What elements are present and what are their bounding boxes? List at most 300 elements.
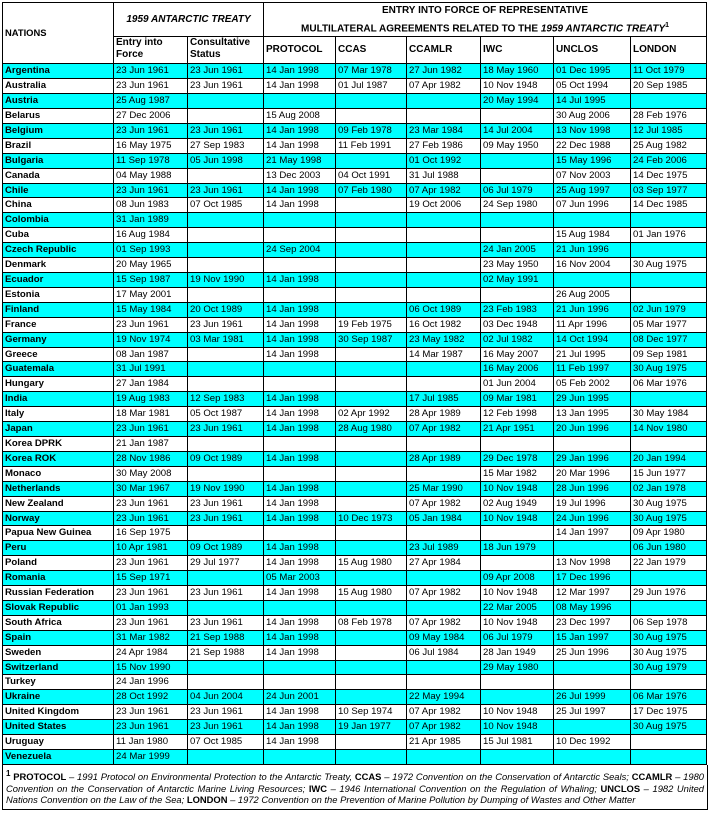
nation-name: India (3, 392, 114, 407)
cell-entry-into-force: 08 Jun 1983 (114, 198, 188, 213)
cell-iwc: 15 Mar 1982 (481, 466, 554, 481)
cell-ccamlr (407, 213, 481, 228)
cell-ccamlr: 27 Apr 1984 (407, 556, 481, 571)
cell-entry-into-force: 30 Mar 1967 (114, 481, 188, 496)
nation-name: Denmark (3, 258, 114, 273)
cell-ccamlr: 27 Jun 1982 (407, 64, 481, 79)
cell-ccas (336, 451, 407, 466)
cell-entry-into-force: 19 Aug 1983 (114, 392, 188, 407)
table-row (3, 735, 707, 750)
cell-iwc: 18 May 1960 (481, 64, 554, 79)
footnote-ccas-term: CCAS (354, 771, 382, 783)
cell-london: 01 Jan 1976 (631, 228, 707, 243)
cell-iwc (481, 153, 554, 168)
table-row (3, 645, 707, 660)
cell-protocol: 14 Jan 1998 (264, 407, 336, 422)
cell-consultative-status: 19 Nov 1990 (188, 481, 264, 496)
cell-consultative-status (188, 600, 264, 615)
table-row (3, 422, 707, 437)
cell-iwc: 28 Jan 1949 (481, 645, 554, 660)
table-row (3, 556, 707, 571)
cell-protocol: 14 Jan 1998 (264, 615, 336, 630)
cell-london (631, 675, 707, 690)
table-row (3, 481, 707, 496)
cell-ccas (336, 541, 407, 556)
table-row (3, 213, 707, 228)
cell-ccamlr: 28 Apr 1989 (407, 407, 481, 422)
cell-ccas (336, 258, 407, 273)
table-row (3, 496, 707, 511)
cell-london: 14 Nov 1980 (631, 422, 707, 437)
cell-iwc (481, 526, 554, 541)
cell-entry-into-force: 28 Oct 1992 (114, 690, 188, 705)
cell-entry-into-force: 11 Jan 1980 (114, 735, 188, 750)
cell-london: 22 Jan 1979 (631, 556, 707, 571)
cell-protocol: 14 Jan 1998 (264, 138, 336, 153)
cell-unclos: 29 Jan 1996 (554, 451, 631, 466)
cell-protocol: 14 Jan 1998 (264, 481, 336, 496)
cell-ccamlr: 07 Apr 1982 (407, 720, 481, 735)
cell-iwc (481, 228, 554, 243)
cell-consultative-status (188, 660, 264, 675)
nation-name: Greece (3, 347, 114, 362)
cell-entry-into-force: 16 Sep 1975 (114, 526, 188, 541)
cell-consultative-status (188, 362, 264, 377)
cell-london (631, 243, 707, 258)
table-row (3, 675, 707, 690)
table-row (3, 362, 707, 377)
nation-name: Hungary (3, 377, 114, 392)
cell-protocol: 14 Jan 1998 (264, 556, 336, 571)
cell-consultative-status: 21 Sep 1988 (188, 645, 264, 660)
cell-unclos: 13 Nov 1998 (554, 123, 631, 138)
col-iwc: IWC (481, 37, 554, 64)
table-row (3, 79, 707, 94)
table-row (3, 258, 707, 273)
col-protocol: PROTOCOL (264, 37, 336, 64)
cell-ccas (336, 645, 407, 660)
cell-ccas: 19 Feb 1975 (336, 317, 407, 332)
cell-ccas (336, 302, 407, 317)
cell-ccamlr: 07 Apr 1982 (407, 422, 481, 437)
cell-iwc (481, 168, 554, 183)
cell-protocol: 24 Jun 2001 (264, 690, 336, 705)
cell-consultative-status: 29 Jul 1977 (188, 556, 264, 571)
cell-unclos: 20 Jun 1996 (554, 422, 631, 437)
cell-ccas (336, 690, 407, 705)
nation-name: Austria (3, 94, 114, 109)
cell-iwc: 29 Dec 1978 (481, 451, 554, 466)
cell-ccas: 07 Mar 1978 (336, 64, 407, 79)
cell-unclos: 26 Aug 2005 (554, 287, 631, 302)
cell-unclos (554, 273, 631, 288)
cell-ccas (336, 273, 407, 288)
cell-protocol (264, 287, 336, 302)
cell-entry-into-force: 19 Nov 1974 (114, 332, 188, 347)
cell-consultative-status (188, 109, 264, 124)
cell-london: 30 May 1984 (631, 407, 707, 422)
cell-entry-into-force: 04 May 1988 (114, 168, 188, 183)
footnote-protocol-term: PROTOCOL (13, 771, 67, 783)
cell-consultative-status (188, 436, 264, 451)
cell-unclos: 25 Jul 1997 (554, 705, 631, 720)
cell-protocol (264, 466, 336, 481)
cell-entry-into-force: 23 Jun 1961 (114, 183, 188, 198)
cell-protocol: 14 Jan 1998 (264, 317, 336, 332)
cell-iwc: 06 Jul 1979 (481, 183, 554, 198)
cell-protocol (264, 750, 336, 765)
table-row (3, 123, 707, 138)
cell-ccas (336, 109, 407, 124)
cell-iwc (481, 690, 554, 705)
footnote-unclos-term: UNCLOS (600, 782, 641, 794)
cell-consultative-status: 23 Jun 1961 (188, 511, 264, 526)
nation-name: Canada (3, 168, 114, 183)
nation-name: China (3, 198, 114, 213)
cell-protocol (264, 213, 336, 228)
cell-consultative-status: 23 Jun 1961 (188, 496, 264, 511)
table-row (3, 183, 707, 198)
footnote-iwc-term: IWC (308, 782, 328, 794)
nation-name: Argentina (3, 64, 114, 79)
cell-ccamlr (407, 466, 481, 481)
cell-unclos (554, 720, 631, 735)
nation-name: Guatemala (3, 362, 114, 377)
cell-unclos: 07 Jun 1996 (554, 198, 631, 213)
cell-unclos: 05 Oct 1994 (554, 79, 631, 94)
cell-london: 30 Aug 1975 (631, 258, 707, 273)
cell-protocol: 14 Jan 1998 (264, 347, 336, 362)
cell-ccamlr (407, 287, 481, 302)
cell-iwc (481, 109, 554, 124)
cell-ccas: 04 Oct 1991 (336, 168, 407, 183)
cell-unclos (554, 675, 631, 690)
table-row (3, 615, 707, 630)
cell-london: 06 Sep 1978 (631, 615, 707, 630)
cell-protocol (264, 526, 336, 541)
cell-ccas (336, 228, 407, 243)
cell-london: 25 Aug 1982 (631, 138, 707, 153)
cell-ccamlr: 16 Oct 1982 (407, 317, 481, 332)
cell-ccas: 30 Sep 1987 (336, 332, 407, 347)
cell-ccas (336, 347, 407, 362)
cell-consultative-status: 07 Oct 1985 (188, 198, 264, 213)
table-row (3, 451, 707, 466)
table-row (3, 750, 707, 765)
cell-entry-into-force: 17 May 2001 (114, 287, 188, 302)
cell-consultative-status: 23 Jun 1961 (188, 317, 264, 332)
cell-london: 20 Sep 1985 (631, 79, 707, 94)
cell-protocol: 14 Jan 1998 (264, 123, 336, 138)
nation-name: South Africa (3, 615, 114, 630)
cell-ccas (336, 750, 407, 765)
footnote-protocol-def: – 1991 Protocol on Environmental Protection to the Antarctic Treaty, (66, 771, 355, 783)
cell-ccas: 09 Feb 1978 (336, 123, 407, 138)
cell-ccas (336, 287, 407, 302)
table-row (3, 302, 707, 317)
cell-ccas: 15 Aug 1980 (336, 586, 407, 601)
cell-protocol: 14 Jan 1998 (264, 541, 336, 556)
cell-protocol: 14 Jan 1998 (264, 645, 336, 660)
cell-iwc: 22 Mar 2005 (481, 600, 554, 615)
cell-iwc: 02 Aug 1949 (481, 496, 554, 511)
footnote-london-term: LONDON (186, 794, 228, 806)
cell-ccas (336, 392, 407, 407)
cell-london: 02 Jan 1978 (631, 481, 707, 496)
cell-entry-into-force: 23 Jun 1961 (114, 615, 188, 630)
cell-consultative-status: 09 Oct 1989 (188, 451, 264, 466)
table-row (3, 168, 707, 183)
cell-unclos: 23 Dec 1997 (554, 615, 631, 630)
cell-unclos: 10 Dec 1992 (554, 735, 631, 750)
cell-london: 11 Oct 1979 (631, 64, 707, 79)
cell-protocol (264, 94, 336, 109)
cell-ccas: 01 Jul 1987 (336, 79, 407, 94)
cell-entry-into-force: 24 Jan 1996 (114, 675, 188, 690)
footnote-ccamlr-term: CCAMLR (631, 771, 673, 783)
cell-protocol: 14 Jan 1998 (264, 735, 336, 750)
cell-iwc: 12 Feb 1998 (481, 407, 554, 422)
cell-unclos: 12 Mar 1997 (554, 586, 631, 601)
cell-protocol: 14 Jan 1998 (264, 422, 336, 437)
cell-unclos (554, 541, 631, 556)
nation-name: Venezuela (3, 750, 114, 765)
nation-name: Japan (3, 422, 114, 437)
col-consultative-status: Consultative Status (188, 37, 264, 64)
treaty-table (2, 2, 707, 765)
cell-consultative-status (188, 750, 264, 765)
cell-ccas: 15 Aug 1980 (336, 556, 407, 571)
table-row (3, 153, 707, 168)
cell-iwc: 10 Nov 1948 (481, 481, 554, 496)
cell-ccamlr: 07 Apr 1982 (407, 183, 481, 198)
cell-unclos: 25 Aug 1997 (554, 183, 631, 198)
cell-unclos: 05 Feb 2002 (554, 377, 631, 392)
cell-ccamlr: 07 Apr 1982 (407, 615, 481, 630)
table-row (3, 660, 707, 675)
nation-name: Belarus (3, 109, 114, 124)
cell-london: 06 Jun 1980 (631, 541, 707, 556)
table-row (3, 407, 707, 422)
cell-unclos: 20 Mar 1996 (554, 466, 631, 481)
cell-protocol: 14 Jan 1998 (264, 705, 336, 720)
cell-london: 30 Aug 1975 (631, 630, 707, 645)
cell-ccamlr (407, 228, 481, 243)
cell-protocol: 14 Jan 1998 (264, 451, 336, 466)
nation-name: Norway (3, 511, 114, 526)
cell-entry-into-force: 28 Nov 1986 (114, 451, 188, 466)
nation-name: Korea DPRK (3, 436, 114, 451)
cell-ccamlr (407, 600, 481, 615)
table-row (3, 347, 707, 362)
cell-ccas: 07 Feb 1980 (336, 183, 407, 198)
table-row (3, 332, 707, 347)
cell-entry-into-force: 24 Apr 1984 (114, 645, 188, 660)
cell-consultative-status: 27 Sep 1983 (188, 138, 264, 153)
cell-ccas: 11 Feb 1991 (336, 138, 407, 153)
footnote-unclos-def: – 1982 United Nations Convention on the Law of the Sea; (6, 782, 705, 806)
cell-unclos: 25 Jun 1996 (554, 645, 631, 660)
entry-header-italic: 1959 ANTARCTIC TREATY (540, 23, 666, 35)
cell-ccas (336, 94, 407, 109)
cell-ccamlr: 06 Oct 1989 (407, 302, 481, 317)
cell-ccas: 28 Aug 1980 (336, 422, 407, 437)
cell-unclos: 14 Jan 1997 (554, 526, 631, 541)
cell-iwc: 23 Feb 1983 (481, 302, 554, 317)
cell-ccas (336, 377, 407, 392)
cell-consultative-status: 23 Jun 1961 (188, 586, 264, 601)
cell-iwc: 18 Jun 1979 (481, 541, 554, 556)
footnote-ccas-def: – 1972 Convention on the Conservation of Antarctic Seals; (381, 771, 632, 783)
table-row (3, 436, 707, 451)
cell-iwc: 14 Jul 2004 (481, 123, 554, 138)
nation-name: Spain (3, 630, 114, 645)
cell-entry-into-force: 15 Sep 1987 (114, 273, 188, 288)
cell-iwc (481, 287, 554, 302)
cell-iwc: 10 Nov 1948 (481, 705, 554, 720)
table-row (3, 466, 707, 481)
cell-ccas (336, 600, 407, 615)
cell-entry-into-force: 18 Mar 1981 (114, 407, 188, 422)
cell-ccamlr: 23 May 1982 (407, 332, 481, 347)
cell-ccas (336, 630, 407, 645)
table-row (3, 243, 707, 258)
cell-ccas (336, 526, 407, 541)
cell-ccas (336, 243, 407, 258)
footnote-iwc-def: – 1946 International Convention on the Regulation of Whaling; (327, 782, 601, 794)
cell-london: 09 Sep 1981 (631, 347, 707, 362)
cell-entry-into-force: 16 Aug 1984 (114, 228, 188, 243)
cell-unclos: 17 Dec 1996 (554, 571, 631, 586)
cell-ccamlr (407, 675, 481, 690)
table-row (3, 138, 707, 153)
table-row (3, 287, 707, 302)
col-ccamlr: CCAMLR (407, 37, 481, 64)
cell-iwc: 09 May 1950 (481, 138, 554, 153)
cell-unclos: 16 Nov 2004 (554, 258, 631, 273)
nation-name: United Kingdom (3, 705, 114, 720)
cell-unclos: 19 Jul 1996 (554, 496, 631, 511)
table-row (3, 720, 707, 735)
cell-consultative-status: 05 Oct 1987 (188, 407, 264, 422)
cell-ccamlr: 23 Mar 1984 (407, 123, 481, 138)
nation-name: Slovak Republic (3, 600, 114, 615)
table-row (3, 377, 707, 392)
cell-entry-into-force: 23 Jun 1961 (114, 422, 188, 437)
cell-london: 14 Dec 1985 (631, 198, 707, 213)
cell-iwc: 06 Jul 1979 (481, 630, 554, 645)
cell-london: 29 Jun 1976 (631, 586, 707, 601)
footnote-london-def: – 1972 Convention on the Prevention of Marine Pollution by Dumping of Wastes and Other Matter (227, 794, 636, 806)
cell-ccamlr (407, 109, 481, 124)
cell-iwc: 15 Jul 1981 (481, 735, 554, 750)
cell-ccamlr: 17 Jul 1985 (407, 392, 481, 407)
cell-ccamlr (407, 377, 481, 392)
cell-consultative-status: 05 Jun 1998 (188, 153, 264, 168)
cell-entry-into-force: 01 Sep 1993 (114, 243, 188, 258)
table-row (3, 526, 707, 541)
table-row (3, 690, 707, 705)
table-row (3, 64, 707, 79)
cell-consultative-status (188, 526, 264, 541)
cell-ccamlr (407, 258, 481, 273)
nation-name: Monaco (3, 466, 114, 481)
cell-protocol (264, 362, 336, 377)
cell-iwc: 10 Nov 1948 (481, 586, 554, 601)
table-row (3, 600, 707, 615)
cell-consultative-status: 23 Jun 1961 (188, 615, 264, 630)
cell-ccamlr (407, 436, 481, 451)
cell-london (631, 392, 707, 407)
col-unclos: UNCLOS (554, 37, 631, 64)
cell-protocol: 14 Jan 1998 (264, 64, 336, 79)
cell-entry-into-force: 27 Dec 2006 (114, 109, 188, 124)
nation-name: Sweden (3, 645, 114, 660)
cell-protocol: 24 Sep 2004 (264, 243, 336, 258)
cell-ccamlr: 09 May 1984 (407, 630, 481, 645)
cell-london: 06 Mar 1976 (631, 690, 707, 705)
cell-ccamlr (407, 94, 481, 109)
cell-london (631, 571, 707, 586)
cell-consultative-status (188, 228, 264, 243)
cell-iwc: 01 Jun 2004 (481, 377, 554, 392)
cell-ccas: 08 Feb 1978 (336, 615, 407, 630)
cell-protocol: 14 Jan 1998 (264, 79, 336, 94)
nation-name: Peru (3, 541, 114, 556)
cell-unclos: 08 May 1996 (554, 600, 631, 615)
cell-unclos: 15 Jan 1997 (554, 630, 631, 645)
cell-ccas (336, 436, 407, 451)
cell-protocol (264, 228, 336, 243)
cell-london: 17 Dec 1975 (631, 705, 707, 720)
cell-ccas: 10 Dec 1973 (336, 511, 407, 526)
cell-unclos: 15 May 1996 (554, 153, 631, 168)
cell-protocol: 13 Dec 2003 (264, 168, 336, 183)
cell-london: 05 Mar 1977 (631, 317, 707, 332)
cell-london: 30 Aug 1975 (631, 496, 707, 511)
cell-ccamlr (407, 273, 481, 288)
treaty-table-container (2, 2, 706, 810)
cell-iwc: 02 May 1991 (481, 273, 554, 288)
cell-iwc: 20 May 1994 (481, 94, 554, 109)
cell-london: 02 Jun 1979 (631, 302, 707, 317)
nation-name: Ukraine (3, 690, 114, 705)
cell-consultative-status: 19 Nov 1990 (188, 273, 264, 288)
cell-entry-into-force: 23 Jun 1961 (114, 511, 188, 526)
nation-name: Australia (3, 79, 114, 94)
nation-name: Cuba (3, 228, 114, 243)
cell-london: 20 Jan 1994 (631, 451, 707, 466)
cell-protocol: 14 Jan 1998 (264, 630, 336, 645)
cell-ccas (336, 675, 407, 690)
cell-entry-into-force: 23 Jun 1961 (114, 705, 188, 720)
cell-ccas (336, 735, 407, 750)
cell-protocol: 14 Jan 1998 (264, 332, 336, 347)
cell-entry-into-force: 24 Mar 1999 (114, 750, 188, 765)
cell-london (631, 273, 707, 288)
cell-entry-into-force: 20 May 1965 (114, 258, 188, 273)
cell-ccamlr (407, 660, 481, 675)
cell-iwc: 09 Apr 2008 (481, 571, 554, 586)
cell-consultative-status: 03 Mar 1981 (188, 332, 264, 347)
cell-entry-into-force: 15 Sep 1971 (114, 571, 188, 586)
cell-ccamlr: 07 Apr 1982 (407, 79, 481, 94)
table-row (3, 228, 707, 243)
cell-unclos: 21 Jul 1995 (554, 347, 631, 362)
cell-ccamlr: 19 Oct 2006 (407, 198, 481, 213)
table-row (3, 705, 707, 720)
cell-unclos (554, 436, 631, 451)
